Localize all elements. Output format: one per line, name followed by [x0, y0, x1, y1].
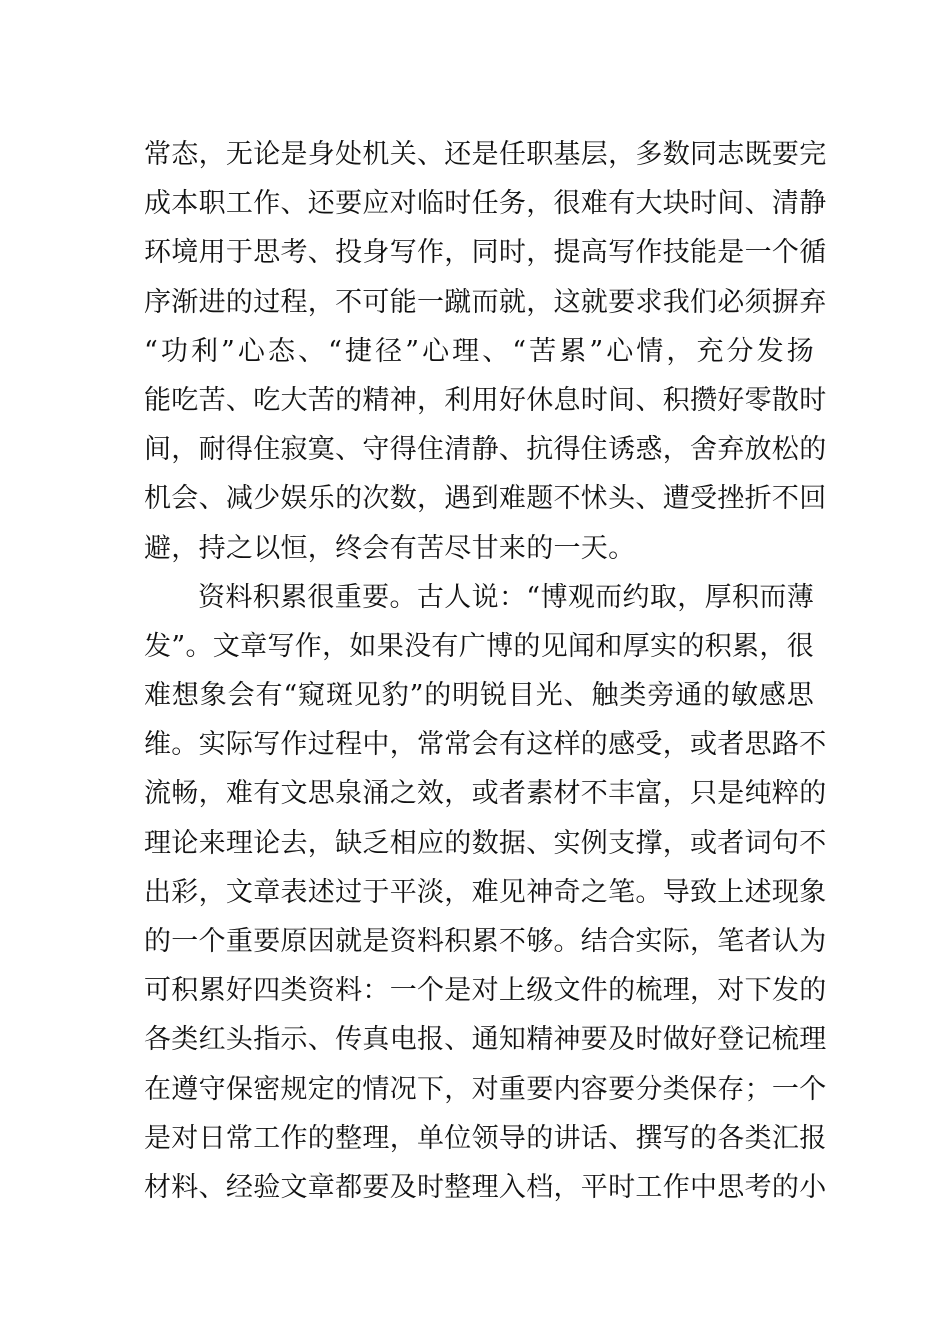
text-line: 序渐进的过程，不可能一蹴而就，这就要求我们必须摒弃: [144, 286, 827, 318]
text-line: 机会、减少娱乐的次数，遇到难题不怵头、遭受挫折不回: [144, 483, 827, 515]
text-line: 维。实际写作过程中，常常会有这样的感受，或者思路不: [144, 729, 827, 761]
text-line: 流畅，难有文思泉涌之效，或者素材不丰富，只是纯粹的: [144, 778, 827, 810]
text-line: 理论来理论去，缺乏相应的数据、实例支撑，或者词句不: [144, 827, 827, 859]
text-line: 材料、经验文章都要及时整理入档，平时工作中思考的小: [144, 1171, 827, 1203]
text-line: 避，持之以恒，终会有苦尽甘来的一天。: [144, 532, 636, 564]
text-line: 资料积累很重要。古人说：“博观而约取，厚积而薄: [198, 581, 814, 613]
text-line: 难想象会有“窥斑见豹”的明锐目光、触类旁通的敏感思: [144, 680, 814, 712]
text-line: 出彩，文章表述过于平淡，难见神奇之笔。导致上述现象: [144, 876, 827, 908]
text-line: 是对日常工作的整理，单位领导的讲话、撰写的各类汇报: [144, 1122, 827, 1154]
paragraph-material-accumulation: [144, 573, 827, 1212]
text-line: 常态，无论是身处机关、还是任职基层，多数同志既要完: [144, 139, 827, 170]
text-line: 在遵守保密规定的情况下，对重要内容要分类保存；一个: [144, 1073, 827, 1105]
text-line: 环境用于思考、投身写作，同时，提高写作技能是一个循: [144, 237, 827, 269]
text-line: 能吃苦、吃大苦的精神，利用好休息时间、积攒好零散时: [144, 384, 827, 416]
paragraph-continued: [144, 130, 827, 573]
text-line: “功利”心态、“捷径”心理、“苦累”心情，充分发扬: [144, 335, 814, 367]
text-line: 发”。文章写作，如果没有广博的见闻和厚实的积累，很: [144, 630, 814, 662]
text-line: 间，耐得住寂寞、守得住清静、抗得住诱惑，舍弃放松的: [144, 434, 827, 466]
text-line: 的一个重要原因就是资料积累不够。结合实际，笔者认为: [144, 926, 827, 957]
body-text: [144, 130, 827, 1212]
text-line: 可积累好四类资料：一个是对上级文件的梳理，对下发的: [144, 975, 827, 1007]
text-line: 各类红头指示、传真电报、通知精神要及时做好登记梳理: [144, 1024, 827, 1056]
text-line: 成本职工作、还要应对临时任务，很难有大块时间、清静: [144, 188, 827, 220]
